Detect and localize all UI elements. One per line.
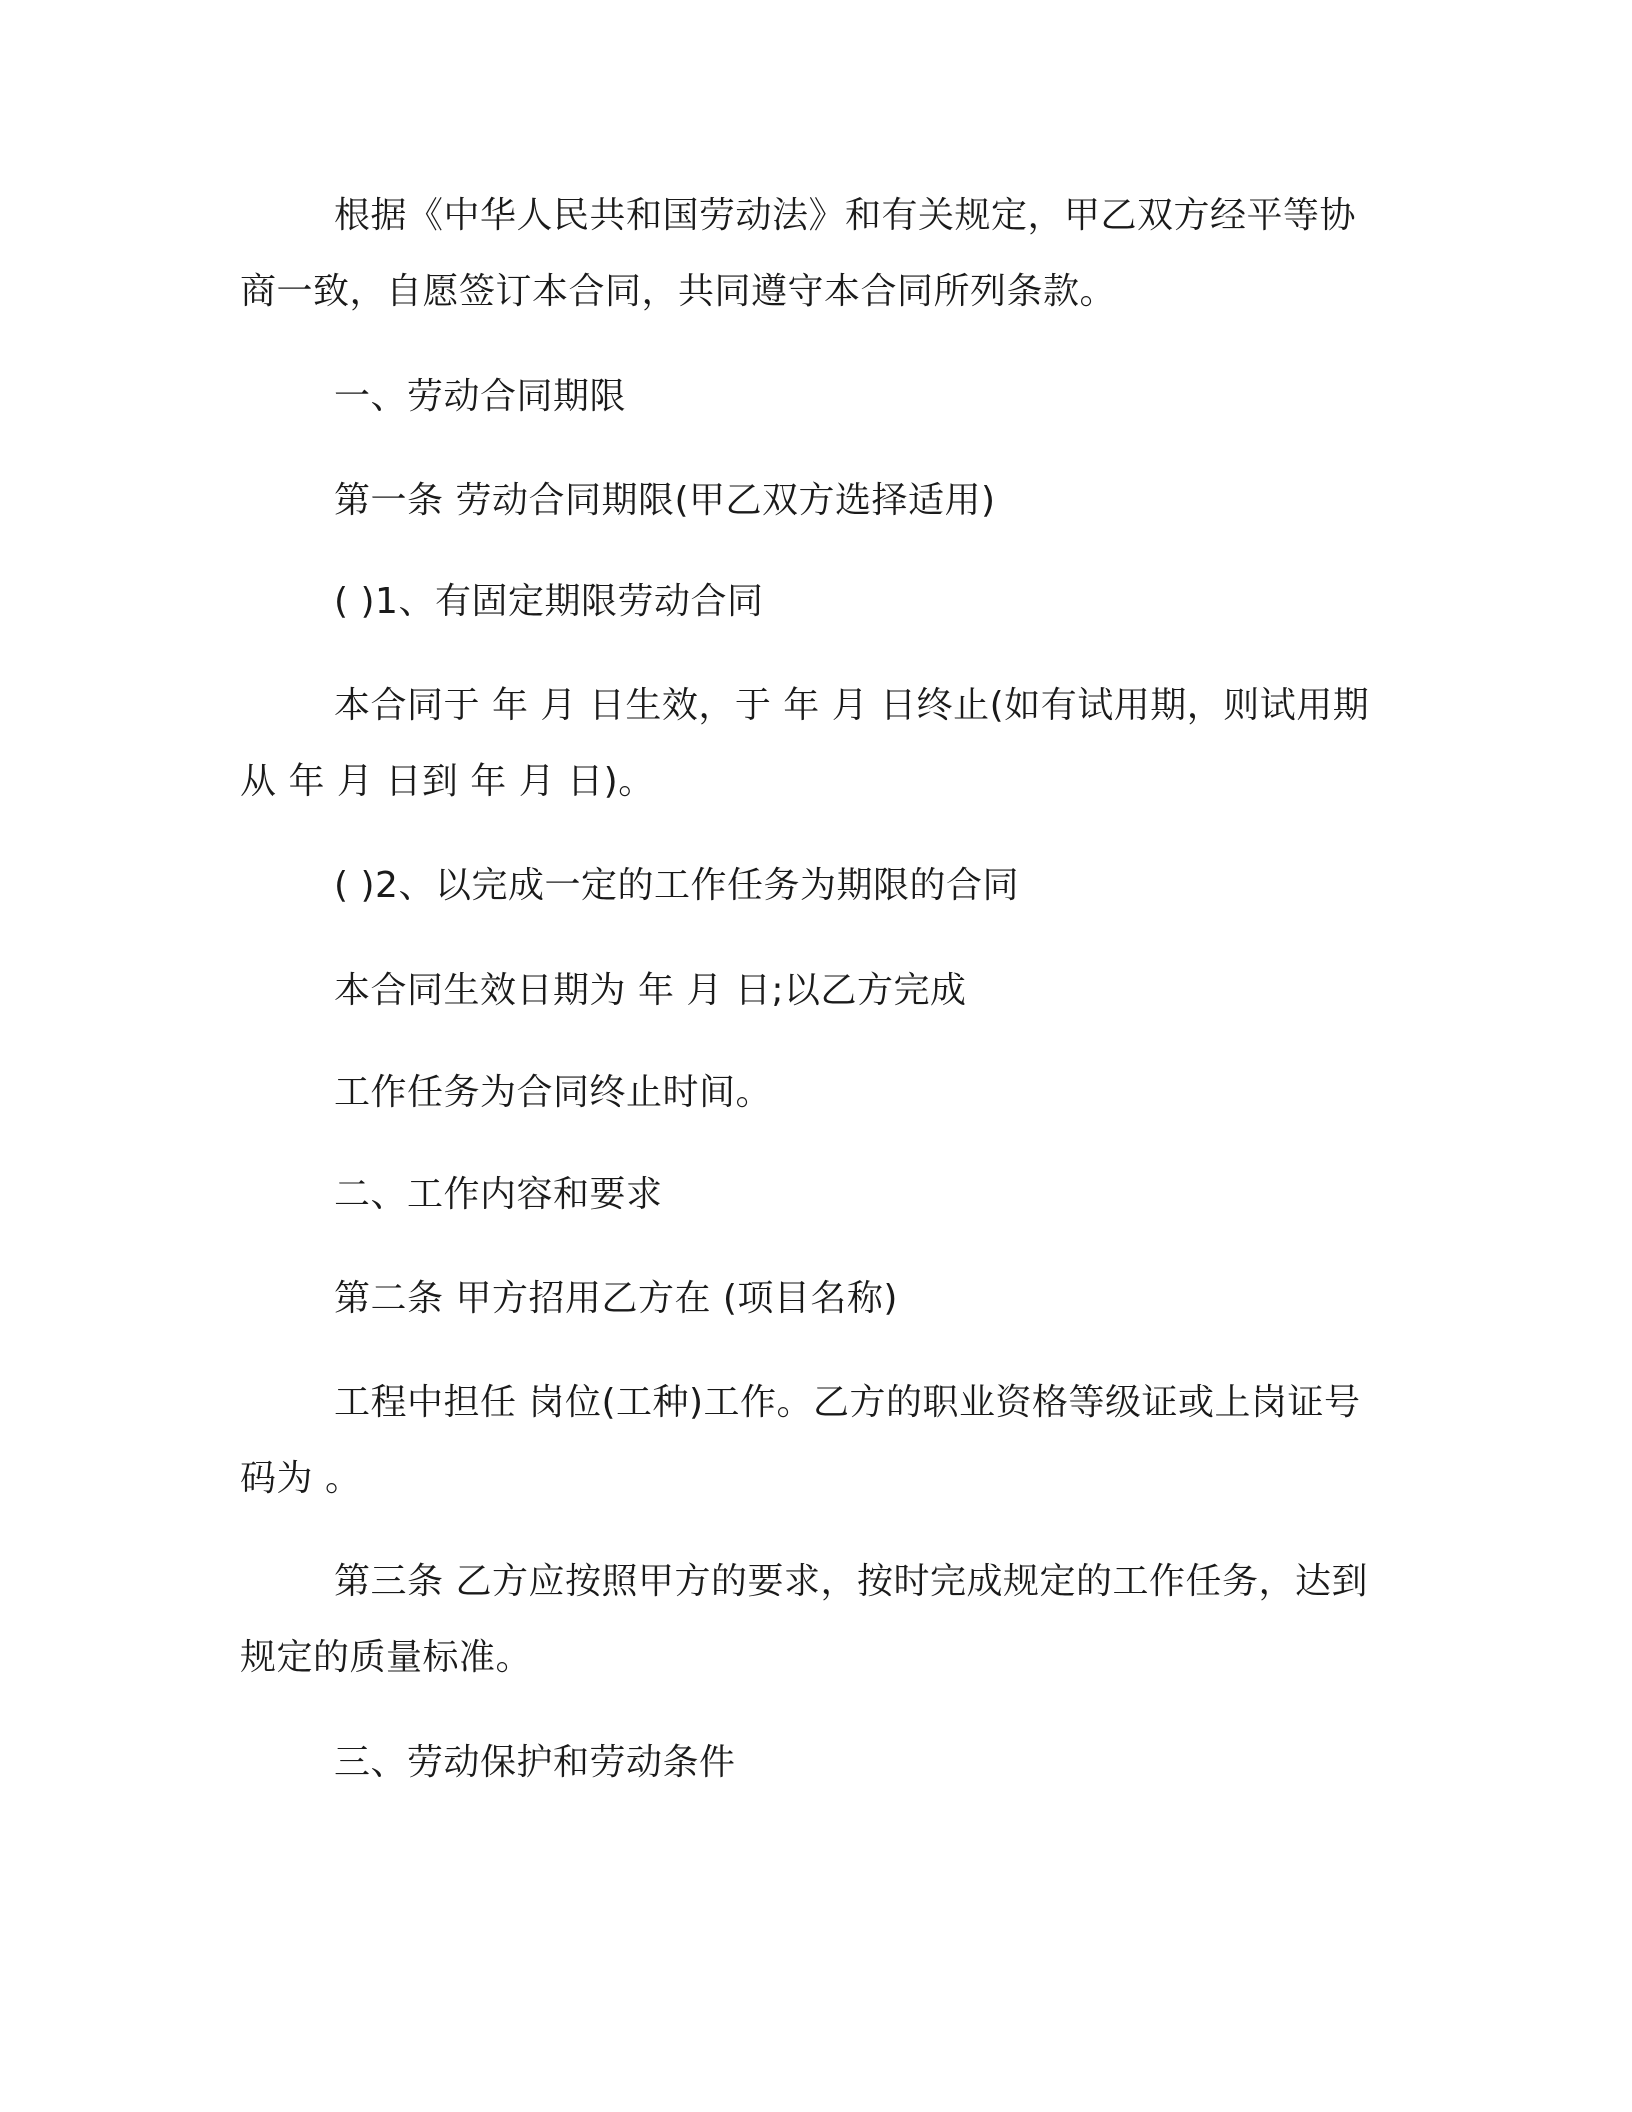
article-3: [240, 1544, 1390, 1696]
option-2-detail: [240, 953, 1390, 1029]
section-heading-3: [240, 1725, 1390, 1801]
article-2: [240, 1261, 1390, 1337]
paragraph-line: 第一条 劳动合同期限(甲乙双方选择适用): [334, 480, 996, 521]
paragraph-line: 从 年 月 日到 年 月 日)。: [240, 761, 655, 802]
paragraph-line: 本合同生效日期为 年 月 日;以乙方完成: [334, 970, 967, 1011]
heading-text: 一、劳动合同期限: [334, 376, 627, 417]
article-1: [240, 463, 1390, 539]
heading-text: 三、劳动保护和劳动条件: [334, 1742, 736, 1783]
paragraph-line: 规定的质量标准。: [240, 1637, 533, 1678]
paragraph-line: 码为 。: [240, 1458, 362, 1499]
paragraph-line: 工程中担任 岗位(工种)工作。乙方的职业资格等级证或上岗证号: [334, 1382, 1361, 1423]
option-2: [240, 848, 1390, 924]
paragraph-line: ( )1、有固定期限劳动合同: [334, 581, 764, 622]
option-1-detail: [240, 668, 1390, 820]
paragraph-line: 第三条 乙方应按照甲方的要求，按时完成规定的工作任务，达到: [334, 1561, 1368, 1602]
paragraph-line: 根据《中华人民共和国劳动法》和有关规定，甲乙双方经平等协: [334, 195, 1357, 236]
paragraph-line: 第二条 甲方招用乙方在 (项目名称): [334, 1278, 898, 1319]
intro-paragraph: [240, 178, 1390, 330]
option-2-detail-cont: [240, 1055, 1390, 1131]
option-1: [240, 564, 1390, 640]
section-heading-1: [240, 359, 1390, 435]
heading-text: 二、工作内容和要求: [334, 1174, 663, 1215]
paragraph-line: 商一致，自愿签订本合同，共同遵守本合同所列条款。: [240, 271, 1117, 312]
article-2-detail: [240, 1365, 1390, 1517]
paragraph-line: 本合同于 年 月 日生效，于 年 月 日终止(如有试用期，则试用期: [334, 685, 1370, 726]
paragraph-line: 工作任务为合同终止时间。: [334, 1072, 773, 1113]
section-heading-2: [240, 1157, 1390, 1233]
paragraph-line: ( )2、以完成一定的工作任务为期限的合同: [334, 865, 1019, 906]
